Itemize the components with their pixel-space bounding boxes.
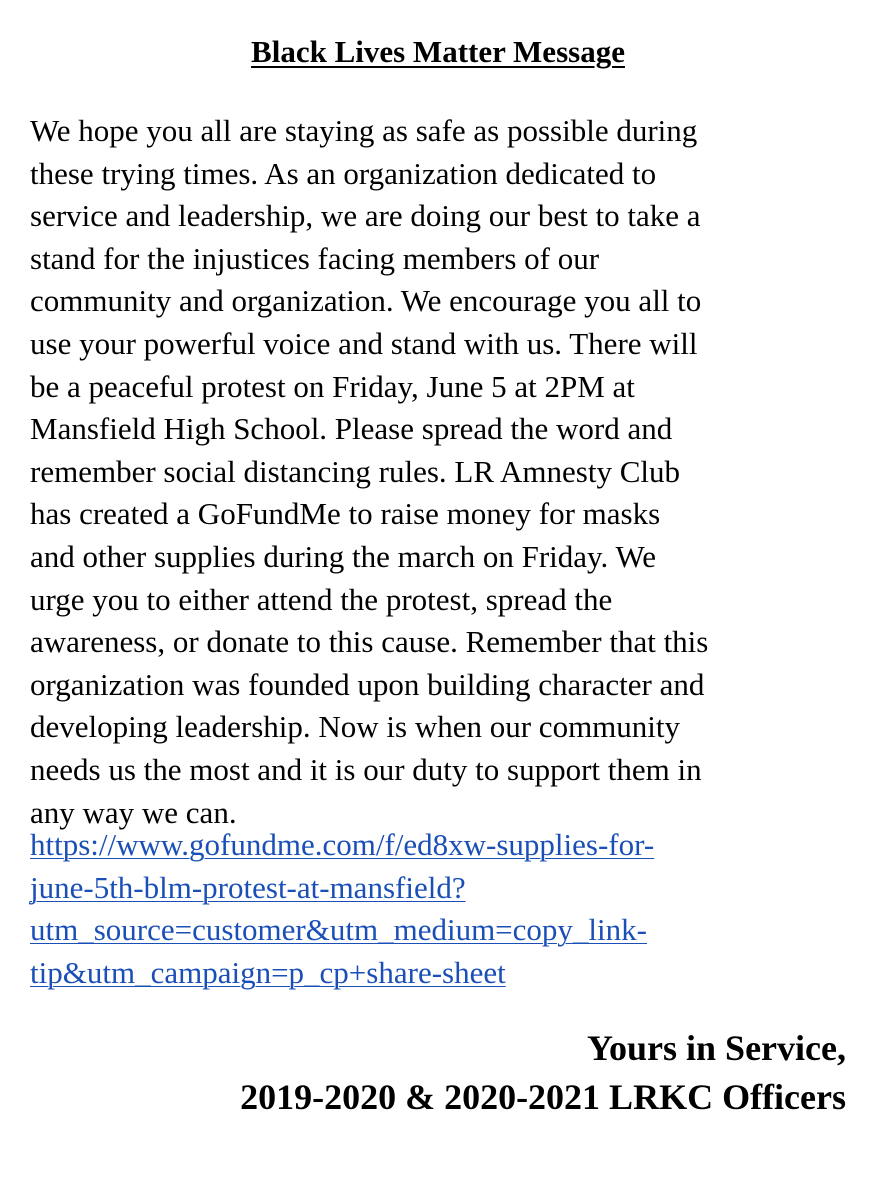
signoff-signature: 2019-2020 & 2020-2021 LRKC Officers	[240, 1077, 846, 1117]
signoff-block	[16, 1024, 846, 1122]
signoff-closing: Yours in Service,	[587, 1028, 846, 1068]
gofundme-link[interactable]: https://www.gofundme.com/f/ed8xw-supplies-for- june-5th-blm-protest-at-mansfield? utm_source=customer&utm_medium=copy_link- tip&utm_campaign=p_cp+share-sheet	[30, 827, 655, 990]
document-title: Black Lives Matter Message	[251, 34, 625, 69]
message-body: We hope you all are staying as safe as possible during these trying times. As an organization dedicated to service and leadership, we are doing our best to take a stand for the injustices facing members of our community and organization. We encourage you all to use your powerful voice and stand with us. There will be a peaceful protest on Friday, June 5 at 2PM at Mansfield High School. Please spread the word and remember social distancing rules. LR Amnesty Club has created a GoFundMe to raise money for masks and other supplies during the march on Friday. We urge you to either attend the protest, spread the awareness, or donate to this cause. Remember that this organization was founded upon building character and developing leadership. Now is when our community needs us the most and it is our duty to support them in any way we can.	[30, 113, 709, 830]
